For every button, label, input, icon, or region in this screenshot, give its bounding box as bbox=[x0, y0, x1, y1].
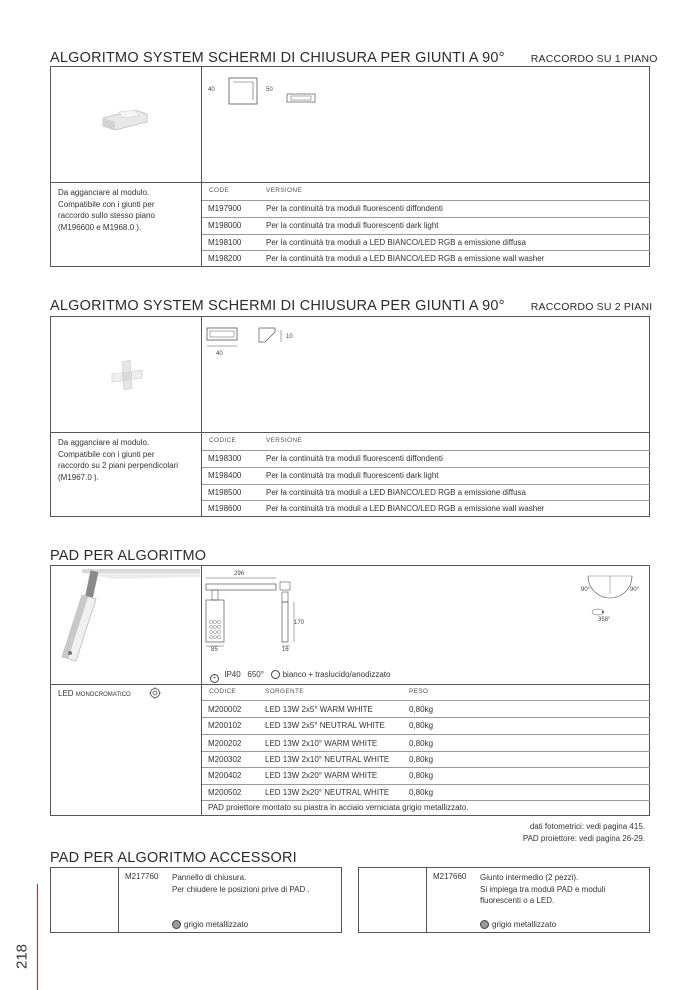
section2-description: Da agganciare al modulo. Compatibile con i giunti per raccordo su 2 piani perpendicolari (M1967.0 ). bbox=[58, 438, 179, 482]
table-row-code: M198100 bbox=[208, 238, 242, 247]
technical-drawing-3 bbox=[204, 570, 324, 650]
table-row-version: Per la continuità tra moduli fluorescenti dark light bbox=[266, 221, 439, 230]
table-row-weight: 0,80kg bbox=[409, 739, 434, 748]
dim-width: 40 bbox=[208, 87, 215, 93]
table-row-version: Per la continuità tra moduli a LED BIANCO/LED RGB a emissione wall washer bbox=[266, 504, 545, 513]
table-row-code: M198500 bbox=[208, 488, 242, 497]
dim-base: 85 bbox=[211, 647, 218, 653]
table-row-source: LED 13W 2x20° WARM WHITE bbox=[265, 771, 378, 780]
table-row-version: Per la continuità tra moduli a LED BIANCO/LED RGB a emissione wall washer bbox=[266, 254, 545, 263]
accessory-left-finish: grigio metallizzato bbox=[172, 920, 248, 929]
section1-subtitle: RACCORDO SU 1 PIANO bbox=[530, 53, 658, 65]
table-row-code: M200402 bbox=[208, 771, 242, 780]
ip-rating: IP40 bbox=[224, 670, 241, 679]
accent-line bbox=[37, 884, 38, 990]
section1-title: ALGORITMO SYSTEM SCHERMI DI CHIUSURA PER GIUNTI A 90° RACCORDO SU 1 PIANO bbox=[50, 50, 658, 66]
table-row-source: LED 13W 2x20° NEUTRAL WHITE bbox=[265, 788, 390, 797]
finish-label: bianco + traslucido/anodizzato bbox=[282, 670, 391, 679]
dim-depth: 50 bbox=[266, 87, 273, 93]
led-icon bbox=[149, 687, 161, 699]
table-row-source: LED 13W 2x5° WARM WHITE bbox=[265, 705, 373, 714]
accessory-right-description: Giunto intermedio (2 pezzi). Si impiega tra moduli PAD e moduli fluorescenti o a LED. bbox=[480, 873, 606, 905]
accessory-right-finish: grigio metallizzato bbox=[480, 920, 556, 929]
page-number-wrapper bbox=[12, 940, 32, 970]
col-header-version: VERSIONE bbox=[266, 437, 302, 444]
table-row-weight: 0,80kg bbox=[409, 721, 434, 730]
table-row-code: M200302 bbox=[208, 755, 242, 764]
table-row-source: LED 13W 2x10° WARM WHITE bbox=[265, 739, 378, 748]
glow-wire-rating: 650° bbox=[247, 670, 264, 679]
dim-height: 10 bbox=[286, 334, 293, 340]
table-row-source: LED 13W 2x5° NEUTRAL WHITE bbox=[265, 721, 385, 730]
table-row-code: M200002 bbox=[208, 705, 242, 714]
product-image-pad-spotlight bbox=[52, 567, 200, 682]
led-label: LED MONOCROMATICO bbox=[58, 689, 131, 698]
table-note: PAD proiettore montato su piastra in acciaio verniciata grigio metallizzato. bbox=[208, 803, 469, 812]
grey-swatch-icon bbox=[480, 920, 489, 929]
dim-height: 170 bbox=[294, 620, 305, 626]
table-row-weight: 0,80kg bbox=[409, 788, 434, 797]
section2-subtitle: RACCORDO SU 2 PIANI bbox=[530, 301, 653, 313]
table-row-weight: 0,80kg bbox=[409, 771, 434, 780]
table-row-code: M198300 bbox=[208, 454, 242, 463]
photometric-ref: dati fotometrici: vedi pagina 415. bbox=[529, 822, 645, 831]
col-header-code: CODE bbox=[209, 187, 229, 194]
table-row-code: M198200 bbox=[208, 254, 242, 263]
table-row-source: LED 13W 2x10° NEUTRAL WHITE bbox=[265, 755, 390, 764]
angle-left-label: 90° bbox=[581, 587, 591, 593]
page-number: 218 bbox=[13, 943, 31, 970]
dim-depth: 16 bbox=[282, 647, 289, 653]
table-row-version: Per la continuità tra moduli a LED BIANCO/LED RGB a emissione diffusa bbox=[266, 238, 526, 247]
table-row-weight: 0,80kg bbox=[409, 755, 434, 764]
col-header-code: CODICE bbox=[209, 688, 237, 695]
rotation-diagram bbox=[580, 572, 640, 622]
accessory-left-description: Pannello di chiusura. Per chiudere le posizioni prive di PAD . bbox=[172, 873, 310, 894]
col-header-version: VERSIONE bbox=[266, 187, 302, 194]
dim-width: 40 bbox=[216, 351, 223, 357]
table-row-version: Per la continuità tra moduli a LED BIANCO/LED RGB a emissione diffusa bbox=[266, 488, 526, 497]
accessory-right-code: M217660 bbox=[433, 872, 467, 881]
table-row-version: Per la continuità tra moduli fluorescenti diffondenti bbox=[266, 454, 443, 463]
led-sublabel: MONOCROMATICO bbox=[75, 692, 131, 698]
dim-width: 296 bbox=[234, 571, 245, 577]
ground-icon: ⏚ bbox=[211, 675, 218, 681]
specs-line bbox=[210, 670, 390, 683]
section4-title: PAD PER ALGORITMO ACCESSORI bbox=[50, 850, 297, 866]
section3-title: PAD PER ALGORITMO bbox=[50, 548, 207, 564]
table-row-code: M198400 bbox=[208, 471, 242, 480]
section1-box bbox=[50, 66, 650, 267]
table-row-code: M198000 bbox=[208, 221, 242, 230]
table-row-version: Per la continuità tra moduli fluorescenti diffondenti bbox=[266, 204, 443, 213]
table-row-code: M200102 bbox=[208, 721, 242, 730]
angle-right-label: 90° bbox=[630, 587, 640, 593]
table-row-code: M200502 bbox=[208, 788, 242, 797]
table-row-code: M198600 bbox=[208, 504, 242, 513]
section2-title: ALGORITMO SYSTEM SCHERMI DI CHIUSURA PER GIUNTI A 90° RACCORDO SU 2 PIANI bbox=[50, 298, 653, 314]
rotation-label: 358° bbox=[598, 617, 611, 623]
grey-swatch-icon bbox=[172, 920, 181, 929]
table-row-code: M200202 bbox=[208, 739, 242, 748]
projector-ref: PAD proiettore: vedi pagina 26-29. bbox=[522, 834, 645, 843]
table-row-code: M197900 bbox=[208, 204, 242, 213]
section1-description: Da agganciare al modulo. Compatibile con i giunti per raccordo sullo stesso piano (M196600 e M1968.0 ). bbox=[58, 188, 155, 232]
table-row-weight: 0,80kg bbox=[409, 705, 434, 714]
col-header-code: CODICE bbox=[209, 437, 237, 444]
product-image-closure-1-plane bbox=[95, 100, 155, 135]
col-header-source: SORGENTE bbox=[265, 688, 304, 695]
product-image-closure-2-planes bbox=[108, 358, 148, 394]
accessory-left-code: M217760 bbox=[125, 872, 159, 881]
table-row-version: Per la continuità tra moduli fluorescenti dark light bbox=[266, 471, 439, 480]
section2-box bbox=[50, 316, 650, 517]
finish-swatch-icon bbox=[271, 670, 280, 679]
technical-drawing-2 bbox=[205, 324, 295, 354]
col-header-weight: PESO bbox=[409, 688, 429, 695]
